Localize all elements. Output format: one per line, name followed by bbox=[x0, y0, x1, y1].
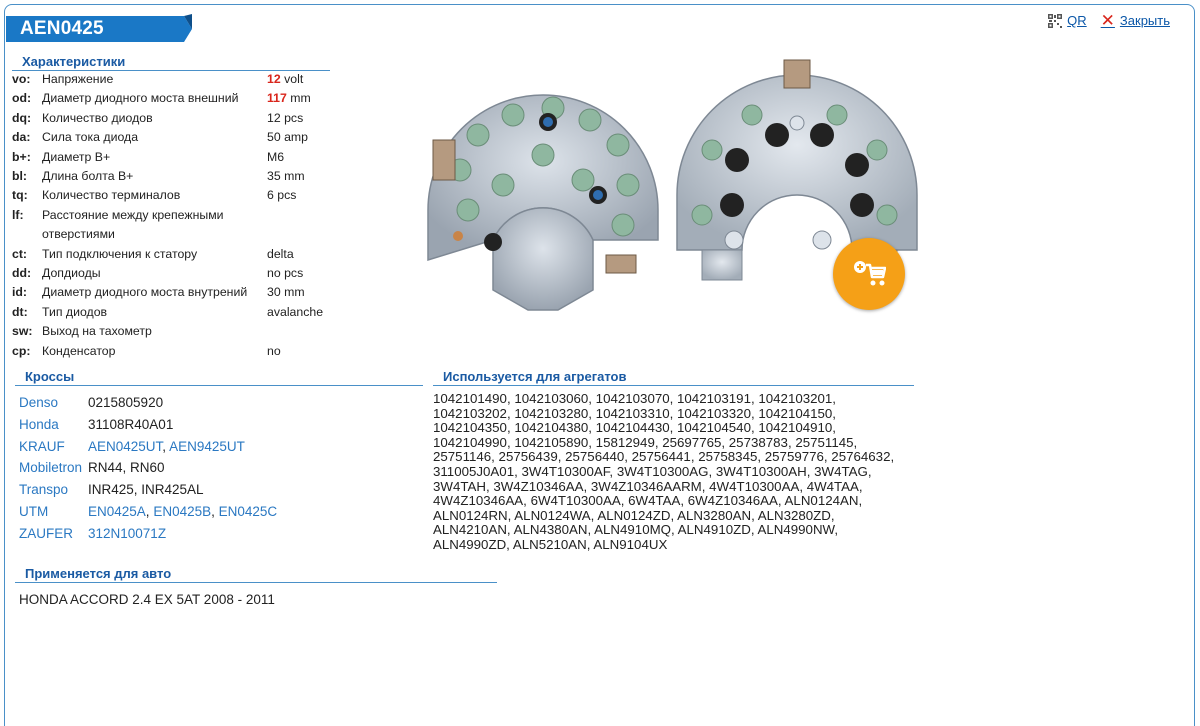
cross-codes bbox=[88, 392, 163, 414]
cross-brand: Honda bbox=[19, 416, 59, 432]
spec-value bbox=[267, 283, 342, 302]
spec-value bbox=[267, 322, 342, 341]
spec-value-text: avalanche bbox=[267, 304, 324, 319]
cross-code-text: 31108R40A01 bbox=[88, 416, 174, 432]
close-link[interactable] bbox=[1100, 10, 1170, 30]
spec-name: Конденсатор bbox=[42, 343, 116, 358]
cross-brand: KRAUF bbox=[19, 438, 65, 454]
spec-name: Напряжение bbox=[42, 72, 114, 86]
cross-code-link[interactable]: 312N10071Z bbox=[88, 525, 167, 541]
cross-code-link[interactable]: EN0425A bbox=[88, 503, 146, 519]
qr-label: QR bbox=[1067, 13, 1087, 28]
spec-row bbox=[12, 186, 342, 205]
spec-value bbox=[267, 245, 342, 264]
auto-heading: Применяется для авто bbox=[15, 566, 497, 583]
spec-value bbox=[267, 70, 342, 89]
cross-code-link[interactable]: AEN0425UT bbox=[88, 438, 163, 454]
spec-value bbox=[267, 89, 342, 108]
cross-code-link[interactable]: EN0425B bbox=[153, 503, 212, 519]
spec-name: Допдиоды bbox=[42, 266, 101, 281]
crosses-list bbox=[19, 392, 277, 545]
spec-code: lf: bbox=[12, 207, 24, 222]
spec-value bbox=[267, 206, 342, 245]
spec-row bbox=[12, 109, 342, 128]
spec-value-text: volt bbox=[280, 72, 304, 86]
spec-name: Диаметр диодного моста внешний bbox=[42, 91, 239, 106]
cross-code-text: INR425, INR425AL bbox=[88, 482, 204, 498]
cross-code-text: , bbox=[211, 503, 219, 519]
spec-value bbox=[267, 303, 342, 322]
cross-brand: Mobiletron bbox=[19, 460, 83, 476]
specs-table bbox=[12, 70, 342, 361]
spec-value bbox=[267, 128, 342, 147]
spec-code: da: bbox=[12, 130, 31, 145]
cross-row bbox=[19, 436, 277, 458]
auto-application: HONDA ACCORD 2.4 EX 5AT 2008 - 2011 bbox=[19, 592, 275, 607]
spec-row bbox=[12, 70, 342, 89]
spec-code: cp: bbox=[12, 343, 31, 358]
spec-code: vo: bbox=[12, 72, 31, 86]
crosses-heading: Кроссы bbox=[15, 369, 423, 386]
spec-value-highlight: 117 bbox=[267, 91, 287, 106]
spec-name: Тип подключения к статору bbox=[42, 246, 198, 261]
spec-row bbox=[12, 167, 342, 186]
add-to-cart-button[interactable] bbox=[833, 238, 905, 310]
spec-value bbox=[267, 342, 342, 361]
top-actions bbox=[1048, 10, 1170, 30]
spec-code: ct: bbox=[12, 246, 28, 261]
cross-row bbox=[19, 414, 277, 436]
spec-name: Диаметр B+ bbox=[42, 149, 111, 164]
spec-row bbox=[12, 283, 342, 302]
close-icon: ✕ bbox=[1100, 10, 1115, 30]
cross-row bbox=[19, 501, 277, 523]
spec-value-text: no pcs bbox=[267, 266, 304, 281]
spec-row bbox=[12, 245, 342, 264]
spec-row bbox=[12, 303, 342, 322]
product-title-ribbon bbox=[6, 14, 194, 44]
cross-codes bbox=[88, 501, 277, 523]
spec-code: bl: bbox=[12, 169, 28, 184]
spec-value-text: M6 bbox=[267, 149, 285, 164]
cross-code-link[interactable]: AEN9425UT bbox=[169, 438, 245, 454]
spec-code: id: bbox=[12, 285, 28, 300]
cross-brand: Denso bbox=[19, 395, 59, 410]
spec-value bbox=[267, 186, 342, 205]
spec-value-text: no bbox=[267, 343, 281, 358]
product-image-front bbox=[418, 60, 668, 323]
spec-name: Количество терминалов bbox=[42, 188, 181, 203]
spec-value bbox=[267, 264, 342, 283]
spec-row bbox=[12, 89, 342, 108]
spec-name: Выход на тахометр bbox=[42, 324, 152, 339]
spec-row bbox=[12, 128, 342, 147]
spec-row bbox=[12, 206, 342, 245]
spec-code: sw: bbox=[12, 324, 33, 339]
cross-code-text: , bbox=[162, 438, 170, 454]
spec-code: od: bbox=[12, 91, 32, 106]
units-heading: Используется для агрегатов bbox=[433, 369, 914, 386]
spec-row bbox=[12, 342, 342, 361]
spec-value bbox=[267, 148, 342, 167]
spec-code: dd: bbox=[12, 266, 32, 281]
spec-row bbox=[12, 264, 342, 283]
spec-value bbox=[267, 167, 342, 186]
spec-value-text: 35 mm bbox=[267, 169, 305, 184]
cross-codes bbox=[88, 457, 165, 479]
cross-brand: ZAUFER bbox=[19, 525, 73, 541]
qr-code-icon bbox=[1048, 14, 1062, 28]
spec-code: tq: bbox=[12, 188, 28, 203]
spec-name: Сила тока диода bbox=[42, 130, 139, 145]
spec-name: Длина болта B+ bbox=[42, 169, 134, 184]
cross-codes bbox=[88, 523, 166, 545]
units-list: 1042101490, 1042103060, 1042103070, 1042103191, 1042103201, 1042103202, 1042103280, 1042103310, 1042103320, 1042104150, 1042104350, 1042104380, 1042104430, 1042104540, 1042104910, 1042104990, 1042105890, 15812949, 25697765, 25738783, 25751145, 25751146, 25756439, 25756440, 25756441, 25758345, 25759776, 25764632, 311005J0A01, 3W4T10300AF, 3W4T10300AG, 3W4T10300AH, 3W4TAG, 3W4TAH, 3W4Z10346AA, 3W4Z10346AARM, 4W4T10300AA, 4W4TAA, 4W4Z10346AA, 6W4T10300AA, 6W4TAA, 6W4Z10346AA, ALN0124AN, ALN0124RN, ALN0124WA, ALN0124ZD, ALN3280AN, ALN3280ZD, ALN4210AN, ALN4380AN, ALN4910MQ, ALN4910ZD, ALN4990NW, ALN4990ZD, ALN5210AN, ALN9104UX bbox=[433, 391, 895, 552]
spec-name: Расстояние между крепежными отверстиями bbox=[42, 207, 224, 242]
spec-value-text: 12 pcs bbox=[267, 110, 304, 125]
spec-value-text: mm bbox=[286, 91, 311, 106]
spec-value-highlight: 12 bbox=[267, 72, 281, 86]
cross-brand: UTM bbox=[19, 503, 49, 519]
spec-code: b+: bbox=[12, 149, 31, 164]
cross-codes bbox=[88, 436, 245, 458]
spec-value-text: 6 pcs bbox=[267, 188, 297, 203]
cross-brand: Transpo bbox=[19, 482, 69, 498]
cross-row bbox=[19, 457, 277, 479]
spec-name: Диаметр диодного моста внутрений bbox=[42, 285, 248, 300]
cross-row bbox=[19, 523, 277, 545]
specs-heading: Характеристики bbox=[12, 54, 330, 71]
spec-row bbox=[12, 148, 342, 167]
close-label: Закрыть bbox=[1119, 13, 1170, 28]
cross-code-text: 0215805920 bbox=[88, 395, 164, 410]
cross-code-link[interactable]: EN0425C bbox=[218, 503, 278, 519]
spec-value bbox=[267, 109, 342, 128]
cross-codes bbox=[88, 479, 204, 501]
cross-row bbox=[19, 479, 277, 501]
cross-code-text: , bbox=[145, 503, 154, 519]
qr-link[interactable] bbox=[1048, 13, 1087, 28]
spec-row bbox=[12, 322, 342, 341]
spec-code: dt: bbox=[12, 304, 28, 319]
product-title: AEN0425 bbox=[20, 18, 104, 39]
spec-code: dq: bbox=[12, 110, 32, 125]
spec-name: Количество диодов bbox=[42, 110, 153, 125]
spec-name: Тип диодов bbox=[42, 304, 108, 319]
spec-value-text: 30 mm bbox=[267, 285, 305, 300]
cross-codes bbox=[88, 414, 173, 436]
spec-value-text: 50 amp bbox=[267, 130, 309, 145]
spec-value-text: delta bbox=[267, 246, 294, 261]
add-to-cart-icon bbox=[852, 259, 886, 289]
cross-row bbox=[19, 392, 277, 414]
cross-code-text: RN44, RN60 bbox=[88, 460, 165, 476]
